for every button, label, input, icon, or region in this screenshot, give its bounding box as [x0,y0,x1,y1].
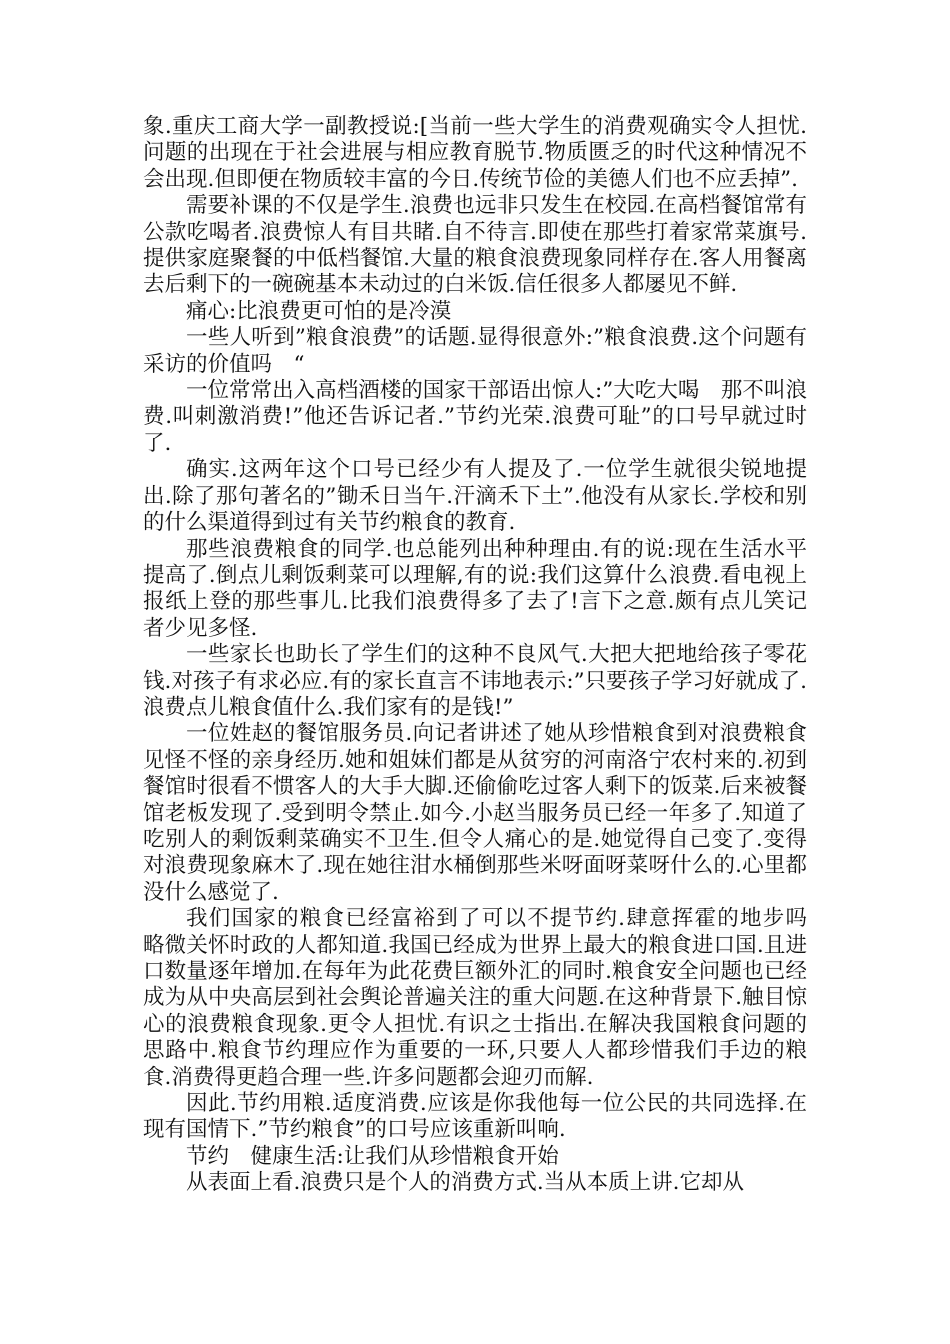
paragraph: 一些家长也助长了学生们的这种不良风气.大把大把地给孩子零花钱.对孩子有求必应.有的家长直言不讳地表示:”只要孩子学习好就成了.浪费点儿粮食值什么.我们家有的是钱!” [143,642,807,720]
paragraph: 确实.这两年这个口号已经少有人提及了.一位学生就很尖锐地提出.除了那句著名的”锄禾日当午.汗滴禾下土”.他没有从家长.学校和别的什么渠道得到过有关节约粮食的教育. [143,457,807,536]
article-body [143,114,829,1197]
paragraph: 因此.节约用粮.适度消费.应该是你我他每一位公民的共同选择.在现有国情下.”节约粮食”的口号应该重新叫响. [143,1091,807,1143]
section-heading-healthy-life: 节约 健康生活:让我们从珍惜粮食开始 [186,1143,559,1169]
paragraph: 一些人听到”粮食浪费”的话题.显得很意外:”粮食浪费.这个问题有采访的价值吗 “ [143,325,807,377]
paragraph: 需要补课的不仅是学生.浪费也远非只发生在校园.在高档餐馆常有公款吃喝者.浪费惊人有目共睹.自不待言.即使在那些打着家常菜旗号.提供家庭聚餐的中低档餐馆.大量的粮食浪费现象同样存在.客人用餐离去后剩下的一碗碗基本未动过的白米饭.信任很多人都屡见不鲜. [143,193,807,298]
paragraph-continuation: 象.重庆工商大学一副教授说:[当前一些大学生的消费观确实令人担忧.问题的出现在于社会进展与相应教育脱节.物质匮乏的时代这种情况不会出现.但即便在物质较丰富的今日.传统节俭的美德人们也不应丢掉”. [143,114,807,192]
paragraph: 一位姓赵的餐馆服务员.向记者讲述了她从珍惜粮食到对浪费粮食见怪不怪的亲身经历.她和姐妹们都是从贫穷的河南洛宁农村来的.初到餐馆时很看不惯客人的大手大脚.还偷偷吃过客人剩下的饭菜.后来被餐馆老板发现了.受到明令禁止.如今.小赵当服务员已经一年多了.知道了吃别人的剩饭剩菜确实不卫生.但令人痛心的是.她觉得自己变了.变得对浪费现象麻木了.现在她往泔水桶倒那些米呀面呀菜呀什么的.心里都没什么感觉了. [143,721,807,905]
paragraph-truncated: 从表面上看.浪费只是个人的消费方式.当从本质上讲.它却从 [186,1170,745,1196]
paragraph: 一位常常出入高档酒楼的国家干部语出惊人:”大吃大喝 那不叫浪费.叫刺激消费!”他还告诉记者.”节约光荣.浪费可耻”的口号早就过时了. [143,378,807,456]
section-heading-pain: 痛心:比浪费更可怕的是冷漠 [186,298,452,324]
paragraph: 那些浪费粮食的同学.也总能列出种种理由.有的说:现在生活水平提高了.倒点儿剩饭剩菜可以理解,有的说:我们这算什么浪费.看电视上报纸上登的那些事儿.比我们浪费得多了去了!言下之意.颇有点儿笑记者少见多怪. [143,536,807,641]
paragraph: 我们国家的粮食已经富裕到了可以不提节约.肆意挥霍的地步吗 略微关怀时政的人都知道.我国已经成为世界上最大的粮食进口国.且进口数量逐年增加.在每年为此花费巨额外汇的同时.粮食安全问题也已经成为从中央高层到社会舆论普遍关注的重大问题.在这种背景下.触目惊心的浪费粮食现象.更令人担忧.有识之士指出.在解决我国粮食问题的思路中.粮食节约理应作为重要的一环,只要人人都珍惜我们手边的粮食.消费得更趋合理一些.许多问题都会迎刃而解. [143,906,829,1090]
